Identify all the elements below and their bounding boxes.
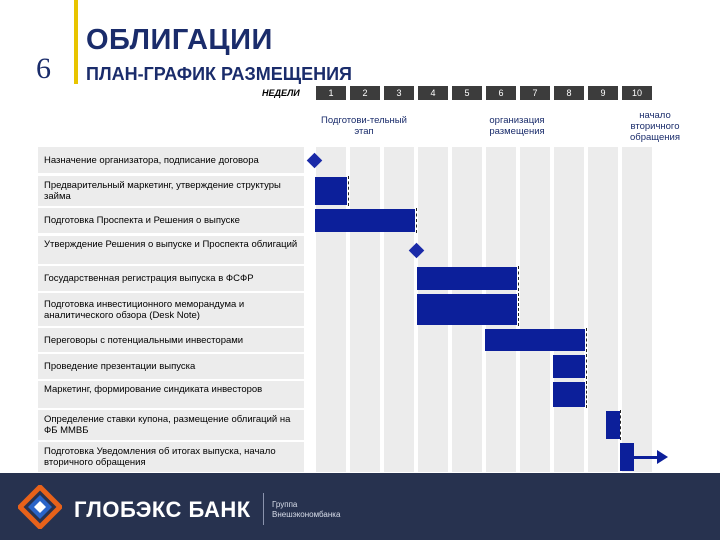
grid-column — [554, 147, 584, 472]
gantt-bar — [606, 411, 620, 439]
gantt-bar — [417, 267, 517, 290]
task-label: Предварительный маркетинг, утверждение структуры займа — [44, 180, 281, 202]
bar-end-marker — [586, 354, 587, 379]
bank-group-text — [272, 500, 340, 520]
bar-end-marker — [518, 293, 519, 326]
page-subtitle: ПЛАН-ГРАФИК РАЗМЕЩЕНИЯ — [86, 64, 352, 84]
footer — [0, 473, 720, 540]
week-header-9: 9 — [588, 86, 618, 100]
week-header-2: 2 — [350, 86, 380, 100]
task-label: Подготовка инвестиционного меморандума и аналитического обзора (Desk Note) — [44, 298, 245, 321]
task-label: Подготовка Уведомления об итогах выпуска, начало вторичного обращения — [44, 446, 276, 468]
week-header-5: 5 — [452, 86, 482, 100]
gantt-bar — [553, 382, 585, 407]
week-header-6: 6 — [486, 86, 516, 100]
task-label: Подготовка Проспекта и Решения о выпуске — [44, 215, 240, 226]
phase-placement: организация размещения — [489, 115, 545, 137]
gantt-bar — [315, 177, 347, 205]
page-title: ОБЛИГАЦИИ — [86, 24, 273, 56]
accent-bar — [74, 0, 78, 84]
week-header-3: 3 — [384, 86, 414, 100]
bank-name: ГЛОБЭКС БАНК — [74, 497, 251, 522]
arrow-line — [634, 456, 658, 459]
bar-end-marker — [416, 208, 417, 233]
footer-divider — [263, 493, 264, 525]
week-header-1: 1 — [316, 86, 346, 100]
bar-end-marker — [586, 381, 587, 408]
group-line-1: Группа — [272, 500, 298, 509]
weeks-label: НЕДЕЛИ — [262, 88, 300, 98]
week-header-4: 4 — [418, 86, 448, 100]
grid-column — [350, 147, 380, 472]
bank-logo-icon — [18, 485, 62, 529]
task-label: Проведение презентации выпуска — [44, 361, 196, 372]
phase-preparatory: Подготови-тельный этап — [321, 115, 407, 137]
task-label: Назначение организатора, подписание договора — [44, 154, 259, 166]
bar-end-marker — [586, 328, 587, 352]
week-header-7: 7 — [520, 86, 550, 100]
week-header-10: 10 — [622, 86, 652, 100]
task-label: Маркетинг, формирование синдиката инвесторов — [44, 383, 263, 395]
gantt-bar — [417, 294, 517, 325]
bar-end-marker — [518, 266, 519, 291]
gantt-bar — [485, 329, 585, 351]
arrow-right-icon — [657, 450, 668, 464]
group-line-2: Внешэкономбанка — [272, 510, 341, 519]
bar-end-marker — [620, 410, 621, 440]
grid-column — [520, 147, 550, 472]
task-label: Государственная регистрация выпуска в ФСФР — [44, 273, 254, 284]
bar-end-marker — [348, 176, 349, 206]
week-header-8: 8 — [554, 86, 584, 100]
task-label: Определение ставки купона, размещение облигаций на ФБ ММВБ — [44, 414, 291, 436]
gantt-bar — [553, 355, 585, 378]
task-label: Утверждение Решения о выпуске и Проспекта облигаций — [44, 239, 298, 250]
gantt-bar — [315, 209, 415, 232]
grid-column — [622, 147, 652, 472]
gantt-bar — [620, 443, 634, 471]
phase-secondary: начало вторичного обращения — [630, 110, 680, 143]
task-label: Переговоры с потенциальными инвесторами — [44, 334, 244, 346]
grid-column — [384, 147, 414, 472]
slide-number: 6 — [36, 52, 51, 85]
